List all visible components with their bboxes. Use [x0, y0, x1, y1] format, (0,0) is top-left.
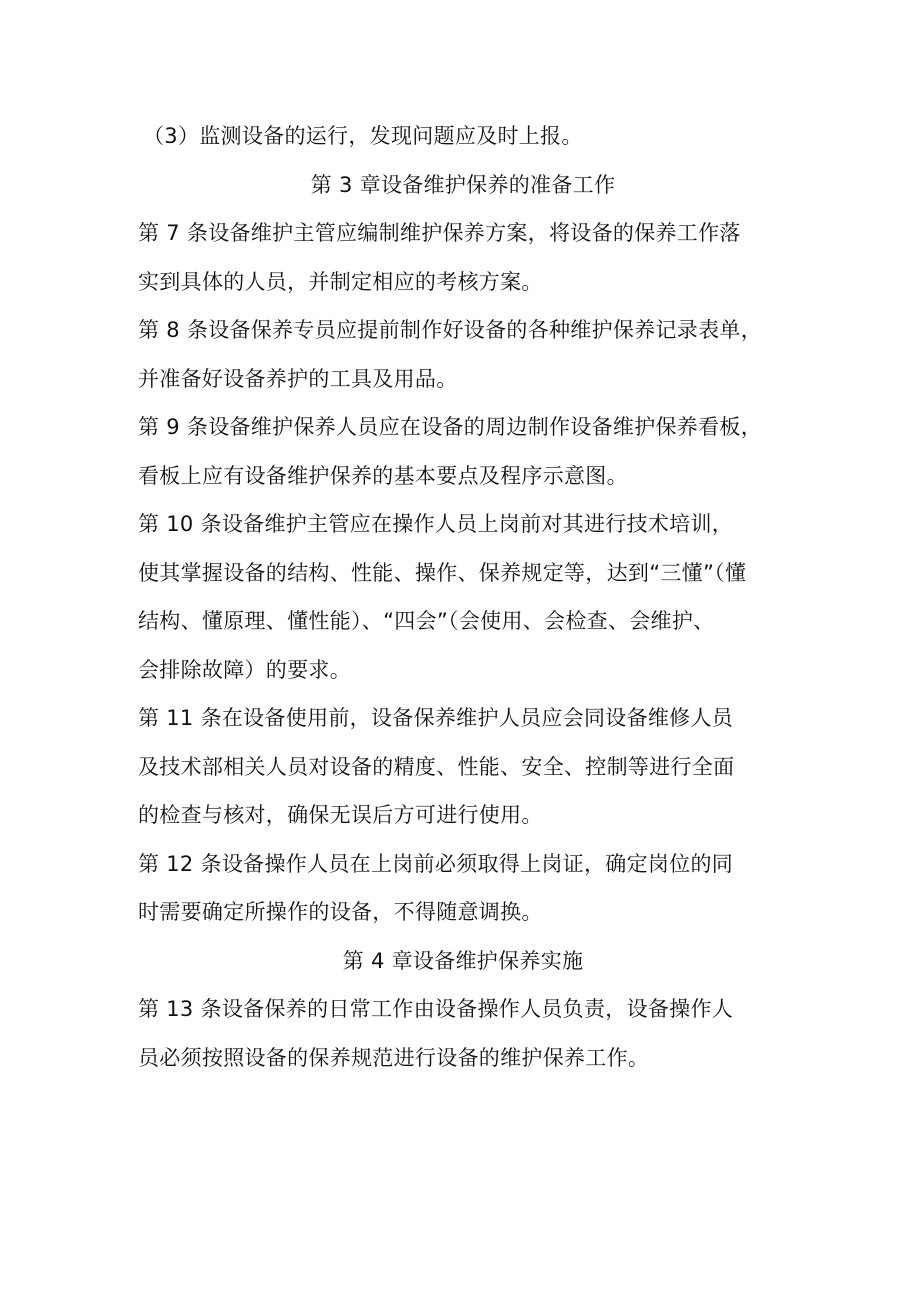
article-9-line-2: 看板上应有设备维护保养的基本要点及程序示意图。	[138, 463, 628, 488]
article-8-line-1: 第 8 条设备保养专员应提前制作好设备的各种维护保养记录表单，	[138, 318, 763, 342]
article-8-line-2: 并准备好设备养护的工具及用品。	[138, 366, 458, 391]
article-11-line-1: 第 11 条在设备使用前，设备保养维护人员应会同设备维修人员	[138, 706, 734, 730]
article-9-line-1: 第 9 条设备维护保养人员应在设备的周边制作设备维护保养看板，	[138, 415, 763, 439]
article-12-line-1: 第 12 条设备操作人员在上岗前必须取得上岗证，确定岗位的同	[138, 851, 734, 876]
article-12-line-2: 时需要确定所操作的设备，不得随意调换。	[138, 900, 543, 924]
list-item-3: （3）监测设备的运行，发现问题应及时上报。	[143, 124, 583, 148]
article-7-line-1: 第 7 条设备维护主管应编制维护保养方案，将设备的保养工作落	[138, 221, 741, 245]
article-11-line-2: 及技术部相关人员对设备的精度、性能、安全、控制等进行全面	[138, 754, 735, 779]
document-body	[138, 112, 788, 1082]
article-11-line-3: 的检查与核对，确保无误后方可进行使用。	[138, 803, 543, 827]
article-10-line-3: 结构、懂原理、懂性能）、“四会”（会使用、会检查、会维护、	[138, 609, 715, 633]
article-10-line-1: 第 10 条设备维护主管应在操作人员上岗前对其进行技术培训，	[138, 512, 734, 536]
chapter-4-heading: 第 4 章设备维护保养实施	[342, 948, 584, 973]
article-10-line-2: 使其掌握设备的结构、性能、操作、保养规定等，达到“三懂”（懂	[138, 560, 747, 585]
article-13-line-2: 员必须按照设备的保养规范进行设备的维护保养工作。	[138, 1045, 650, 1070]
article-10-line-4: 会排除故障）的要求。	[138, 657, 351, 682]
article-13-line-1: 第 13 条设备保养的日常工作由设备操作人员负责，设备操作人	[138, 997, 734, 1021]
article-7-line-2: 实到具体的人员，并制定相应的考核方案。	[138, 269, 543, 294]
chapter-3-heading: 第 3 章设备维护保养的准备工作	[310, 172, 616, 197]
